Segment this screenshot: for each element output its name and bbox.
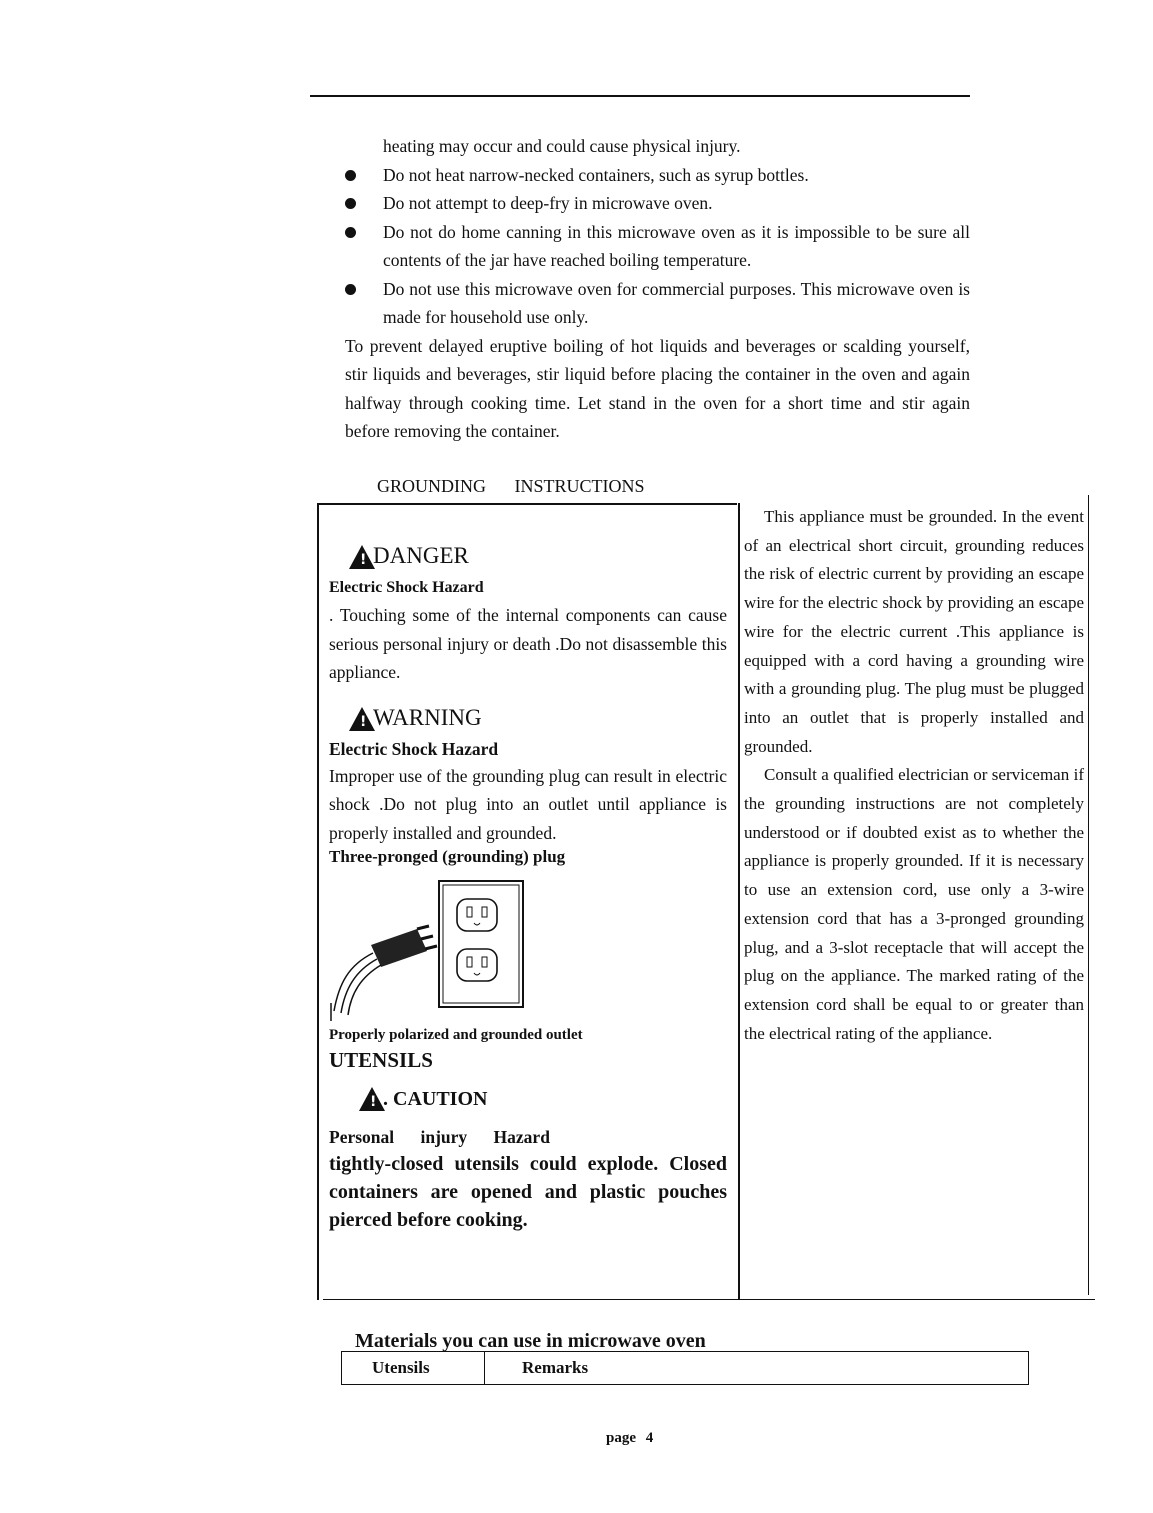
danger-heading: ! DANGER xyxy=(349,543,727,569)
plug-label: Three-pronged (grounding) plug xyxy=(329,847,566,866)
bullet-item: Do not do home canning in this microwave oven as it is impossible to be sure all contents of the jar have reached boiling temperature. xyxy=(345,218,970,275)
grounding-title: GROUNDING INSTRUCTIONS xyxy=(377,476,645,496)
warning-text: Improper use of the grounding plug can result in electric shock .Do not plug into an outlet until appliance is properly installed and grounded. xyxy=(329,765,727,843)
bullet-item: Do not attempt to deep-fry in microwave oven. xyxy=(345,189,970,218)
grounding-paragraph-2: Consult a qualified electrician or serviceman if the grounding instructions are not completely understood or if doubted exist as to whether the appliance is properly grounded. If it is necessary to use an extension cord, use only a 3-wire extension cord that has a 3-pronged grounding plug, and a 3-slot receptacle that will accept the plug on the appliance. The marked rating of the extension cord shall be equal to or greater than the electrical rating of the appliance. xyxy=(744,765,1084,1043)
box-border xyxy=(323,1299,1095,1301)
caution-subheading: Personal injury Hazard xyxy=(329,1127,550,1147)
warning-subheading: Electric Shock Hazard xyxy=(329,738,499,759)
materials-title: Materials you can use in microwave oven xyxy=(355,1330,706,1352)
page-number: page 4 xyxy=(606,1430,654,1446)
danger-text: . Touching some of the internal components can cause serious personal injury or death .Do not disassemble this appliance. xyxy=(329,605,727,682)
grounding-box xyxy=(317,503,1095,1300)
outlet-caption: Properly polarized and grounded outlet xyxy=(329,1027,583,1043)
caution-heading: ! . CAUTION xyxy=(359,1087,727,1111)
column-header-utensils: Utensils xyxy=(372,1358,430,1377)
grounded-outlet-illustration xyxy=(329,873,559,1023)
continuation-line: heating may occur and could cause physical injury. xyxy=(383,136,741,156)
bullet-item: Do not heat narrow-necked containers, such as syrup bottles. xyxy=(345,161,970,190)
header-rule xyxy=(310,95,970,97)
warning-triangle-icon xyxy=(349,707,375,731)
right-column xyxy=(744,503,1084,1048)
warning-heading: ! WARNING xyxy=(349,705,727,731)
bullet-icon xyxy=(345,227,356,238)
bullet-icon xyxy=(345,198,356,209)
utensils-heading: UTENSILS xyxy=(329,1048,433,1072)
materials-table-header xyxy=(341,1351,1029,1385)
caution-text: tightly-closed utensils could explode. Closed containers are opened and plastic pouches pierced before cooking. xyxy=(329,1153,727,1231)
bullet-icon xyxy=(345,170,356,181)
box-border xyxy=(1088,495,1090,1295)
box-border xyxy=(317,503,319,1300)
warning-triangle-icon xyxy=(349,545,375,569)
bullet-icon xyxy=(345,284,356,295)
danger-subheading: Electric Shock Hazard xyxy=(329,579,484,596)
grounding-paragraph-1: This appliance must be grounded. In the event of an electrical short circuit, grounding reduces the risk of electric current by providing an escape wire for the electric shock by providing an escape wire for the electric current .This appliance is equipped with a cord having a grounding wire with a grounding plug. The plug must be plugged into an outlet that is properly installed and grounded. xyxy=(744,507,1084,756)
boiling-paragraph: To prevent delayed eruptive boiling of hot liquids and beverages or scalding yourself, stir liquids and beverages, stir liquid before placing the container in the oven and again halfway through cooking time. Let stand in the oven for a short time and stir again before removing the container. xyxy=(345,335,970,441)
warning-triangle-icon xyxy=(359,1087,385,1111)
column-header-remarks: Remarks xyxy=(522,1358,589,1377)
intro-section xyxy=(345,132,970,446)
left-column xyxy=(329,503,727,1234)
bullet-item: Do not use this microwave oven for commercial purposes. This microwave oven is made for household use only. xyxy=(345,275,970,332)
box-divider xyxy=(738,503,740,1300)
